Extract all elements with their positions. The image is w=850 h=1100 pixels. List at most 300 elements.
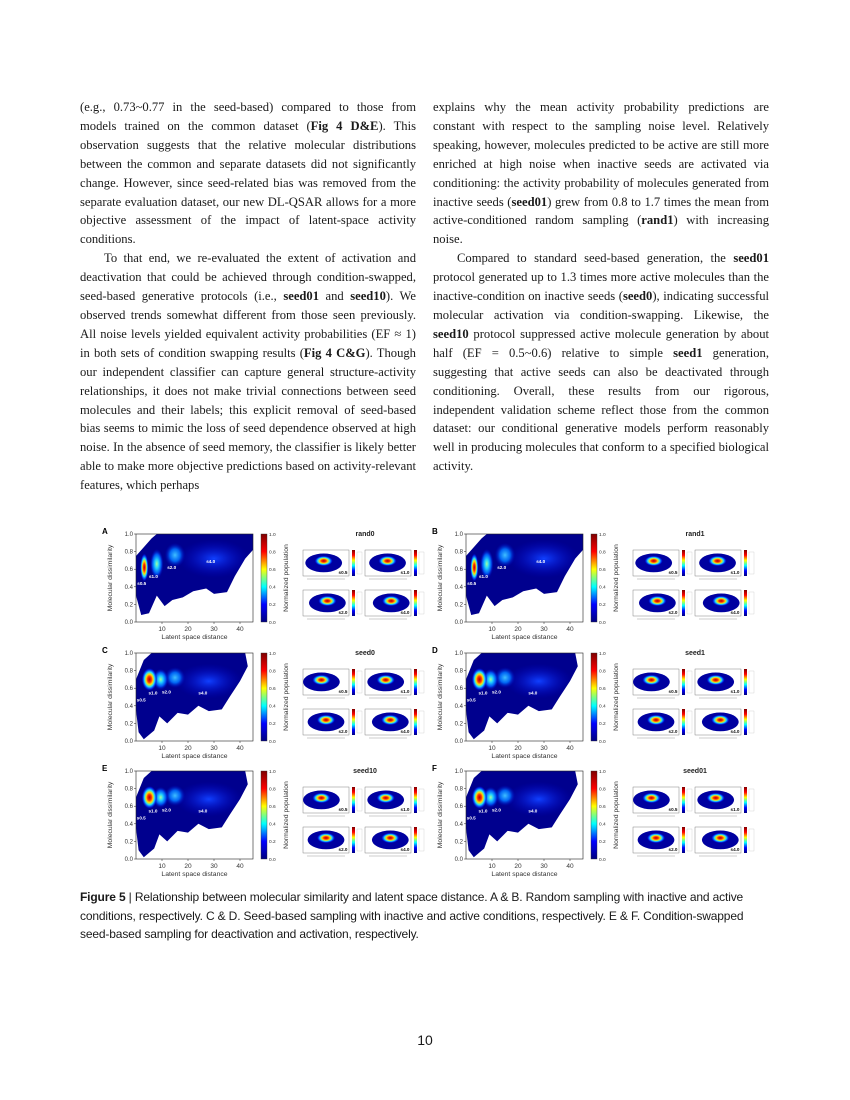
figure-caption	[80, 888, 770, 944]
x-axis-label: Latent space distance	[491, 871, 558, 878]
y-tick-label: 0.0	[124, 739, 133, 745]
x-tick-label: 30	[540, 626, 548, 633]
bold-reference: Fig 4 D&E	[310, 118, 379, 133]
panel-letter: F	[432, 764, 437, 773]
y-tick-label: 0.0	[454, 857, 463, 863]
colorbar	[261, 534, 267, 622]
inset-peak	[647, 833, 665, 843]
y-tick-label: 0.8	[124, 786, 133, 793]
paragraph	[80, 98, 416, 249]
x-tick-label: 20	[184, 626, 192, 633]
y-tick-label: 0.8	[454, 786, 463, 793]
colorbar-tick-label: 0.2	[269, 722, 276, 728]
colorbar-tick-label: 0.8	[269, 550, 276, 556]
inset-peak	[381, 833, 399, 843]
inset-peak	[647, 715, 665, 725]
x-tick-label: 10	[488, 626, 496, 633]
noise-level-label: s0.5	[466, 697, 476, 703]
page-number: 10	[417, 1032, 433, 1048]
x-tick-label: 30	[210, 745, 218, 752]
inset-noise-label: s0.5	[338, 807, 348, 812]
x-tick-label: 40	[566, 626, 574, 633]
y-tick-label: 0.4	[124, 584, 133, 591]
inset-noise-label: s4.0	[400, 729, 410, 734]
bold-reference: Fig 4 C&G	[303, 345, 366, 360]
inset-plot-s0.5	[303, 669, 362, 698]
figure-panel-c	[100, 645, 435, 765]
inset-colorbar-ticks	[357, 671, 362, 693]
colorbar-tick-label: 0.6	[269, 568, 276, 573]
figure-panel-d	[430, 645, 765, 765]
bold-reference: rand1	[641, 213, 674, 228]
inset-plot-s2.0	[303, 590, 362, 619]
noise-level-label: s1.0	[148, 690, 158, 696]
x-axis-label: Latent space distance	[161, 753, 228, 760]
caption-text: | Relationship between molecular similarity and latent space distance. A & B. Random sampling with inactive and active conditions, respectively. C & D. Seed-based sampling with inactive and active conditions, respectively. E & F. Condition-swapped seed-based sampling for deactivation and activation, respectively.	[80, 890, 744, 941]
colorbar-tick-label: 1.0	[599, 769, 606, 775]
inset-peak	[312, 793, 330, 803]
y-tick-label: 1.0	[124, 651, 133, 657]
y-tick-label: 0.6	[124, 686, 133, 693]
bold-reference: seed01	[511, 194, 548, 209]
inset-colorbar	[352, 827, 355, 853]
x-tick-label: 30	[540, 863, 548, 870]
y-tick-label: 1.0	[124, 532, 133, 538]
noise-level-label: s4.0	[198, 808, 208, 814]
inset-colorbar	[682, 787, 685, 813]
text-run: (e.g., 0.73~0.77 in the seed-based) compared to those from models trained on the common dataset (	[80, 100, 416, 133]
inset-colorbar	[682, 590, 685, 616]
inset-plot-s2.0	[303, 827, 362, 856]
colorbar-tick-label: 1.0	[599, 532, 606, 538]
noise-level-label: s1.0	[478, 808, 488, 814]
inset-noise-label: s4.0	[400, 847, 410, 852]
inset-colorbar-ticks	[687, 552, 692, 574]
colorbar-tick-label: 0.2	[599, 722, 606, 728]
bold-reference: seed1	[673, 345, 703, 360]
density-peak	[472, 786, 488, 809]
inset-plot-s4.0	[365, 590, 424, 619]
text-run: ) grew from 0.8 to 1.7 times the mean from active-conditioned random sampling (	[433, 194, 769, 228]
inset-peak	[707, 675, 725, 685]
noise-level-label: s0.5	[137, 581, 147, 587]
colorbar-tick-label: 1.0	[269, 532, 276, 538]
density-peak	[165, 543, 186, 571]
x-tick-label: 40	[566, 745, 574, 752]
colorbar	[591, 653, 597, 741]
heatmap	[136, 771, 253, 859]
panel-letter: B	[432, 527, 438, 536]
colorbar	[261, 653, 267, 741]
colorbar-tick-label: 0.8	[599, 787, 606, 793]
x-tick-label: 10	[158, 863, 166, 870]
colorbar-tick-label: 0.6	[269, 687, 276, 692]
colorbar-tick-label: 0.6	[599, 568, 606, 573]
colorbar-tick-label: 0.0	[599, 739, 606, 745]
panel-svg	[430, 526, 765, 646]
y-tick-label: 0.4	[124, 821, 133, 828]
inset-colorbar-ticks	[749, 592, 754, 614]
colorbar-tick-label: 0.0	[269, 739, 276, 745]
bold-reference: seed01	[733, 251, 769, 266]
inset-peak	[318, 596, 336, 606]
y-tick-label: 0.6	[124, 567, 133, 574]
inset-colorbar	[414, 787, 417, 813]
noise-level-label: s0.5	[136, 815, 146, 821]
inset-plot-s1.0	[365, 669, 424, 698]
y-tick-label: 1.0	[124, 769, 133, 775]
y-tick-label: 0.6	[454, 567, 463, 574]
inset-colorbar	[414, 550, 417, 576]
inset-colorbar-ticks	[749, 552, 754, 574]
inset-plot-s1.0	[365, 550, 424, 579]
caption-label: Figure 5	[80, 890, 126, 904]
noise-level-label: s0.5	[136, 697, 146, 703]
inset-noise-label: s1.0	[400, 807, 410, 812]
inset-peak	[708, 556, 726, 566]
noise-level-label: s2.0	[492, 689, 501, 695]
inset-colorbar	[744, 550, 747, 576]
bold-reference: seed10	[433, 326, 469, 341]
density-peak	[495, 543, 516, 571]
y-tick-label: 0.4	[454, 703, 463, 710]
x-axis-label: Latent space distance	[161, 634, 228, 641]
figure-panel-e	[100, 763, 435, 883]
noise-level-label: s4.0	[528, 808, 538, 814]
inset-plot-s4.0	[695, 590, 754, 619]
colorbar-tick-label: 1.0	[599, 651, 606, 657]
inset-plot-s2.0	[633, 709, 692, 738]
density-peak	[505, 664, 573, 699]
figure-panel-b	[430, 526, 765, 646]
inset-peak	[642, 793, 660, 803]
paragraph	[433, 249, 769, 476]
inset-colorbar	[414, 590, 417, 616]
inset-peak	[377, 793, 395, 803]
panel-svg	[100, 763, 435, 883]
inset-colorbar	[352, 709, 355, 735]
inset-colorbar-ticks	[687, 711, 692, 733]
inset-plot-s4.0	[365, 827, 424, 856]
inset-noise-label: s4.0	[400, 610, 410, 615]
inset-plot-s0.5	[303, 550, 362, 579]
colorbar-label: Normalized population	[283, 663, 290, 731]
inset-peak	[642, 675, 660, 685]
paragraph	[80, 249, 416, 495]
y-tick-label: 0.0	[124, 620, 133, 626]
x-tick-label: 30	[210, 626, 218, 633]
inset-colorbar	[414, 669, 417, 695]
inset-colorbar	[682, 709, 685, 735]
inset-colorbar	[744, 787, 747, 813]
panel-svg	[100, 645, 435, 765]
noise-level-label: s1.0	[479, 574, 488, 579]
density-peak	[140, 553, 148, 581]
colorbar-label: Normalized population	[613, 544, 620, 612]
panel-svg	[430, 645, 765, 765]
density-peak	[175, 664, 243, 699]
inset-noise-label: s2.0	[338, 610, 348, 615]
density-peak	[175, 782, 243, 817]
inset-colorbar-ticks	[357, 592, 362, 614]
inset-colorbar	[744, 709, 747, 735]
y-axis-label: Molecular dissimilarity	[437, 544, 444, 612]
colorbar-tick-label: 0.0	[599, 857, 606, 863]
panel-title: rand1	[685, 531, 705, 538]
colorbar-tick-label: 0.8	[599, 550, 606, 556]
inset-noise-label: s2.0	[338, 729, 348, 734]
text-column-left	[80, 98, 416, 495]
figure-5	[100, 526, 790, 886]
panel-title: seed10	[353, 768, 377, 775]
inset-colorbar	[352, 787, 355, 813]
y-tick-label: 0.8	[454, 668, 463, 675]
inset-colorbar	[682, 669, 685, 695]
heatmap	[466, 653, 583, 741]
colorbar-tick-label: 0.4	[599, 585, 606, 591]
y-tick-label: 0.2	[454, 602, 463, 609]
y-axis-label: Molecular dissimilarity	[437, 781, 444, 849]
inset-peak	[712, 596, 730, 606]
colorbar-tick-label: 0.8	[599, 669, 606, 675]
inset-colorbar-ticks	[419, 671, 424, 693]
x-tick-label: 20	[514, 863, 522, 870]
inset-peak	[315, 556, 333, 566]
y-tick-label: 0.2	[454, 839, 463, 846]
noise-level-label: s4.0	[206, 559, 216, 565]
y-axis-label: Molecular dissimilarity	[107, 781, 114, 849]
x-tick-label: 10	[488, 745, 496, 752]
colorbar-tick-label: 0.2	[599, 603, 606, 609]
inset-plot-s1.0	[365, 787, 424, 816]
inset-colorbar-ticks	[419, 552, 424, 574]
panel-svg	[100, 526, 435, 646]
inset-noise-label: s1.0	[730, 807, 740, 812]
inset-noise-label: s2.0	[668, 847, 678, 852]
x-tick-label: 40	[566, 863, 574, 870]
inset-colorbar-ticks	[749, 711, 754, 733]
y-axis-label: Molecular dissimilarity	[107, 544, 114, 612]
inset-peak	[378, 556, 396, 566]
inset-peak	[707, 793, 725, 803]
x-tick-label: 10	[158, 745, 166, 752]
noise-level-label: s2.0	[162, 689, 171, 695]
x-tick-label: 20	[184, 863, 192, 870]
y-tick-label: 0.8	[124, 668, 133, 675]
inset-peak	[317, 715, 335, 725]
inset-peak	[645, 556, 663, 566]
text-run: protocol generated up to 1.3 times more active molecules than the inactive-condition on inactive seeds (	[433, 270, 769, 304]
y-tick-label: 0.2	[124, 721, 133, 728]
panel-title: seed1	[685, 650, 705, 657]
y-tick-label: 1.0	[454, 651, 463, 657]
density-peak	[142, 668, 158, 691]
colorbar-tick-label: 0.2	[269, 603, 276, 609]
y-tick-label: 0.2	[454, 721, 463, 728]
inset-peak	[711, 833, 729, 843]
text-run: generation, suggesting that active seeds can also be deactivated through conditioning. Overall, these results from our rigorous, independent validation scheme reflect those from the common dataset: our conditional generative models perform reasonably well in producing molecules that conform to a specified biological activity.	[433, 345, 769, 474]
inset-plot-s0.5	[303, 787, 362, 816]
text-run: To that end, we re-evaluated the extent of activation and deactivation that could be achieved through condition-swapped, seed-based generative protocols (i.e.,	[80, 251, 416, 304]
x-tick-label: 30	[210, 863, 218, 870]
colorbar	[591, 534, 597, 622]
inset-colorbar-ticks	[419, 789, 424, 811]
noise-level-label: s2.0	[162, 807, 171, 813]
colorbar	[591, 771, 597, 859]
colorbar-tick-label: 0.8	[269, 787, 276, 793]
noise-level-label: s1.0	[478, 690, 488, 696]
noise-level-label: s1.0	[148, 808, 158, 814]
density-peak	[505, 782, 573, 817]
y-tick-label: 0.6	[454, 686, 463, 693]
x-tick-label: 10	[488, 863, 496, 870]
colorbar-label: Normalized population	[283, 781, 290, 849]
colorbar-tick-label: 0.4	[269, 822, 276, 828]
x-tick-label: 20	[184, 745, 192, 752]
text-run: protocol suppressed active molecule generation by about half (EF = 0.5~0.6) relative to simple	[433, 326, 769, 360]
y-tick-label: 1.0	[454, 769, 463, 775]
noise-level-label: s2.0	[492, 807, 501, 813]
panel-title: rand0	[355, 531, 375, 538]
inset-plot-s0.5	[633, 669, 692, 698]
inset-noise-label: s0.5	[668, 570, 678, 575]
noise-level-label: s0.5	[466, 815, 476, 821]
x-tick-label: 10	[158, 626, 166, 633]
inset-peak	[317, 833, 335, 843]
y-tick-label: 0.0	[454, 739, 463, 745]
noise-level-label: s0.5	[467, 581, 477, 587]
inset-noise-label: s1.0	[400, 570, 410, 575]
noise-level-label: s4.0	[528, 690, 538, 696]
inset-noise-label: s2.0	[668, 610, 678, 615]
inset-peak	[381, 715, 399, 725]
colorbar-label: Normalized population	[613, 663, 620, 731]
colorbar-tick-label: 0.0	[269, 857, 276, 863]
y-tick-label: 0.6	[124, 804, 133, 811]
inset-colorbar	[414, 827, 417, 853]
inset-noise-label: s4.0	[730, 847, 740, 852]
x-axis-label: Latent space distance	[161, 871, 228, 878]
y-tick-label: 0.2	[124, 839, 133, 846]
inset-colorbar	[414, 709, 417, 735]
text-column-right	[433, 98, 769, 476]
bold-reference: seed01	[283, 289, 320, 304]
y-axis-label: Molecular dissimilarity	[107, 663, 114, 731]
text-run: explains why the mean activity probability predictions are constant with respect to the sampling noise level. Relatively speaking, however, molecules predicted to be active are still more enriched at high noise when inactive seeds are activated via conditioning: the activity probability of molecules generated from inactive seeds (	[433, 100, 769, 209]
panel-letter: C	[102, 646, 108, 655]
density-peak	[472, 668, 488, 691]
inset-plot-s1.0	[695, 787, 754, 816]
panel-letter: E	[102, 764, 108, 773]
noise-level-label: s2.0	[497, 565, 507, 571]
heatmap	[466, 771, 583, 859]
text-run: ). This observation suggests that the relative molecular distributions between the common and separate datasets did not significantly change. However, since seed-related bias was removed from the separate evaluation dataset, our new DL-QSAR allows for a more objective assessment of the impact of latent-space activity conditions.	[80, 118, 416, 247]
panel-title: seed0	[355, 650, 375, 657]
density-peak	[470, 553, 478, 581]
x-tick-label: 40	[236, 626, 244, 633]
text-run: and	[319, 289, 351, 304]
inset-noise-label: s0.5	[338, 570, 348, 575]
noise-level-label: s4.0	[198, 690, 208, 696]
inset-colorbar	[352, 550, 355, 576]
inset-peak	[382, 596, 400, 606]
inset-colorbar-ticks	[419, 829, 424, 851]
inset-colorbar	[744, 669, 747, 695]
inset-plot-s2.0	[303, 709, 362, 738]
y-tick-label: 0.6	[454, 804, 463, 811]
y-tick-label: 0.0	[454, 620, 463, 626]
y-tick-label: 0.4	[454, 821, 463, 828]
inset-plot-s0.5	[633, 550, 692, 579]
x-tick-label: 20	[514, 745, 522, 752]
text-run: ). Though our independent classifier can capture general structure-activity relationships, it does not make trivial connections between seed molecules and their labels; this explicit removal of seed-based bias seems to mimic the loss of seed dependence observed at high noise. In the absence of seed memory, the classifier is likely better able to make more objective predictions based on activity-relevant features, which perhaps	[80, 345, 416, 493]
inset-noise-label: s4.0	[730, 729, 740, 734]
inset-colorbar	[744, 590, 747, 616]
noise-level-label: s4.0	[536, 559, 546, 565]
inset-colorbar	[682, 827, 685, 853]
inset-colorbar	[352, 669, 355, 695]
inset-noise-label: s1.0	[730, 689, 740, 694]
y-tick-label: 0.4	[454, 584, 463, 591]
colorbar-tick-label: 0.2	[599, 840, 606, 846]
colorbar-tick-label: 0.0	[269, 620, 276, 626]
y-tick-label: 0.8	[124, 549, 133, 556]
colorbar-tick-label: 0.2	[269, 840, 276, 846]
heatmap	[136, 653, 253, 741]
figure-panel-a	[100, 526, 435, 646]
colorbar-tick-label: 0.4	[269, 704, 276, 710]
inset-colorbar-ticks	[687, 829, 692, 851]
inset-colorbar-ticks	[357, 711, 362, 733]
inset-plot-s4.0	[365, 709, 424, 738]
noise-level-label: s1.0	[149, 574, 158, 579]
colorbar-label: Normalized population	[283, 544, 290, 612]
inset-colorbar-ticks	[749, 671, 754, 693]
panel-svg	[430, 763, 765, 883]
colorbar-tick-label: 0.6	[599, 805, 606, 810]
inset-colorbar	[744, 827, 747, 853]
y-tick-label: 0.2	[124, 602, 133, 609]
inset-colorbar-ticks	[357, 829, 362, 851]
paragraph	[433, 98, 769, 249]
colorbar-tick-label: 1.0	[269, 769, 276, 775]
y-tick-label: 1.0	[454, 532, 463, 538]
panel-letter: A	[102, 527, 108, 536]
inset-colorbar-ticks	[419, 711, 424, 733]
inset-colorbar-ticks	[357, 789, 362, 811]
inset-colorbar-ticks	[687, 671, 692, 693]
inset-peak	[648, 596, 666, 606]
y-tick-label: 0.8	[454, 549, 463, 556]
text-run: ). We observed trends somewhat different from those seen previously. All noise levels yielded equivalent activity probabilities (EF ≈ 1) in both sets of condition swapping results (	[80, 289, 416, 360]
noise-level-label: s2.0	[167, 565, 177, 571]
x-tick-label: 20	[514, 626, 522, 633]
inset-colorbar	[682, 550, 685, 576]
inset-colorbar-ticks	[687, 789, 692, 811]
text-run: Compared to standard seed-based generation, the	[457, 251, 734, 266]
text-run: ) with increasing noise.	[433, 213, 769, 247]
colorbar-tick-label: 0.4	[269, 585, 276, 591]
inset-plot-s2.0	[633, 827, 692, 856]
inset-colorbar-ticks	[357, 552, 362, 574]
inset-colorbar-ticks	[749, 829, 754, 851]
colorbar-label: Normalized population	[613, 781, 620, 849]
y-axis-label: Molecular dissimilarity	[437, 663, 444, 731]
inset-noise-label: s0.5	[668, 689, 678, 694]
inset-noise-label: s2.0	[338, 847, 348, 852]
inset-plot-s4.0	[695, 827, 754, 856]
inset-noise-label: s0.5	[668, 807, 678, 812]
